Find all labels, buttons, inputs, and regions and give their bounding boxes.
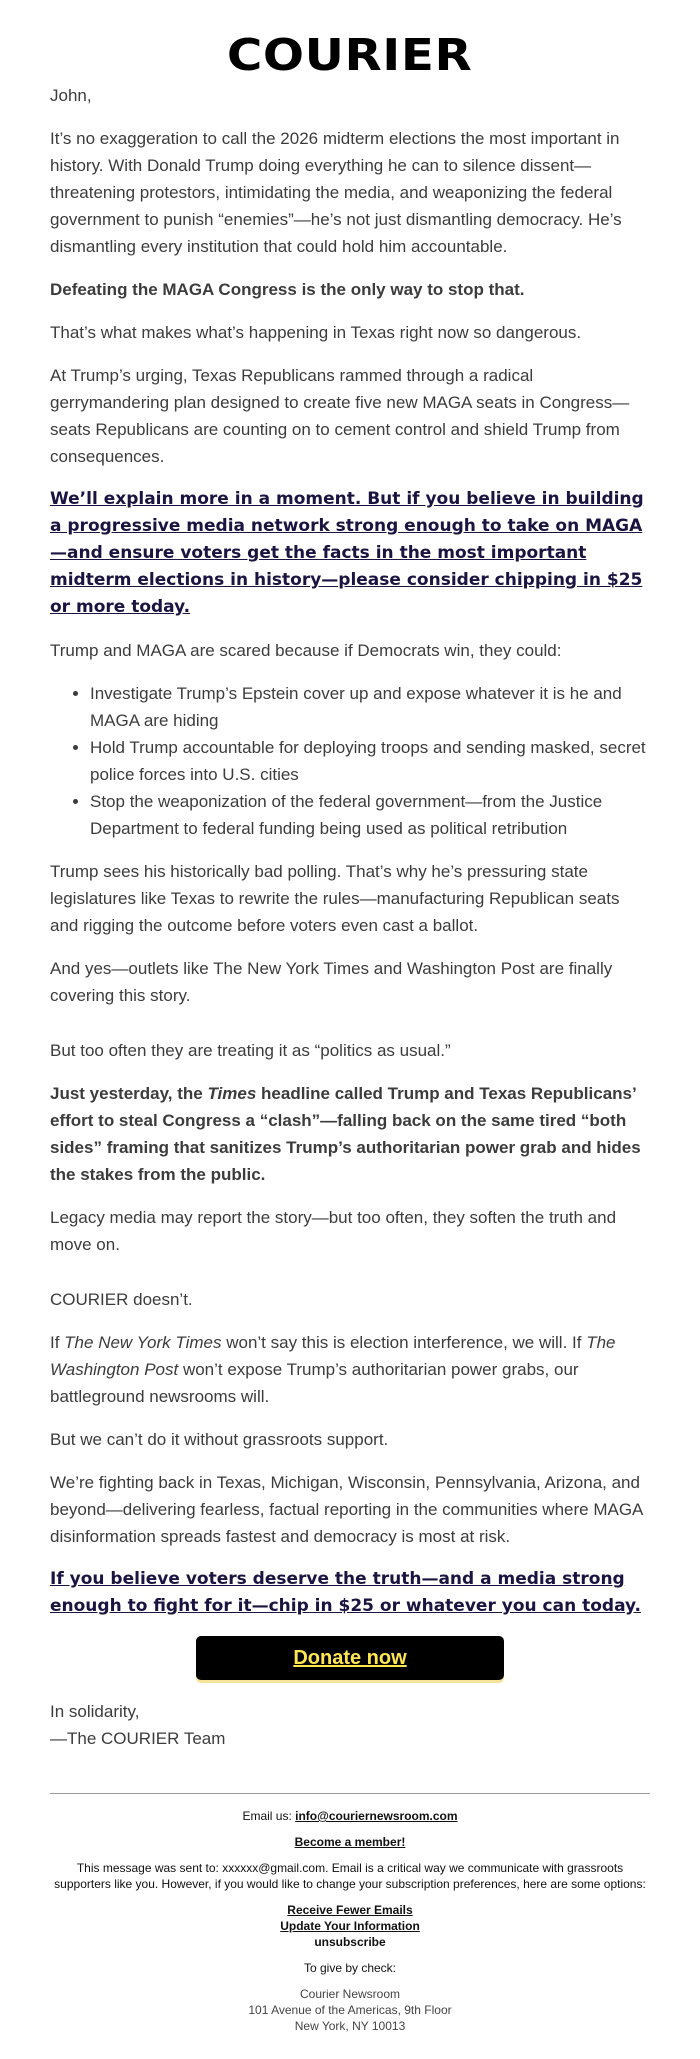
address-line1: 101 Avenue of the Americas, 9th Floor xyxy=(248,2003,452,2017)
update-info-link[interactable]: Update Your Information xyxy=(280,1919,420,1933)
list-item: • Stop the weaponization of the federal government—from the Justice Department to federal funding being used as political retribution xyxy=(90,788,650,842)
text-segment: Just yesterday, the xyxy=(50,1084,208,1103)
paragraph-battleground xyxy=(50,1329,650,1410)
text-segment: won’t say this is election interference, we will. If xyxy=(221,1333,587,1352)
text-segment: won’t expose Trump’s authoritarian power grabs, our battleground newsrooms will. xyxy=(50,1360,579,1406)
become-member-link[interactable]: Become a member! xyxy=(294,1835,406,1849)
donate-link-secondary[interactable]: If you believe voters deserve the truth—and a media strong enough to fight for it—chip in $25 or whatever you can today. xyxy=(50,1569,642,1616)
text-segment: If xyxy=(50,1333,65,1352)
paragraph-gerrymander: At Trump’s urging, Texas Republicans rammed through a radical gerrymandering plan designed to create five new MAGA seats in Congress—seats Republicans are counting on to cement control and shield Trump from consequences. xyxy=(50,366,630,466)
paragraph-texas-danger: That’s what makes what’s happening in Texas right now so dangerous. xyxy=(50,323,582,342)
paragraph-grassroots: But we can’t do it without grassroots support. xyxy=(50,1430,389,1449)
courier-logo xyxy=(50,0,650,80)
email-label: Email us: xyxy=(242,1809,296,1823)
sent-notice: This message was sent to: xxxxxx@gmail.com. Email is a critical way we communicate with grassroots supporters like you. However, if you would like to change your subscription preferences, here are some options: xyxy=(54,1861,646,1891)
footer xyxy=(50,1808,650,2034)
address-line2: New York, NY 10013 xyxy=(294,2019,406,2033)
unsubscribe-link[interactable]: unsubscribe xyxy=(314,1935,386,1949)
times-italic: Times xyxy=(207,1084,257,1103)
text-segment: headline called Trump and Texas Republicans’ effort to steal Congress a “clash”—falling back on the same tired “both sides” framing that sanitizes Trump’s authoritarian power grab and hides the stakes from the public. xyxy=(50,1084,641,1184)
paragraph-courier-doesnt: COURIER doesn’t. xyxy=(50,1290,193,1309)
donate-link-primary[interactable]: We’ll explain more in a moment. But if you believe in building a progressive media network strong enough to take on MAGA—and ensure voters get the facts in the most important midterm elections in history—please consider chipping in $25 or more today. xyxy=(50,489,644,617)
paragraph-politics-as-usual: But too often they are treating it as “politics as usual.” xyxy=(50,1041,451,1060)
paragraph-polling: Trump sees his historically bad polling. That’s why he’s pressuring state legislatures like Texas to rewrite the rules—manufacturing Republican seats and rigging the outcome before voters even cast a ballot. xyxy=(50,862,620,935)
paragraph-defeat-maga: Defeating the MAGA Congress is the only way to stop that. xyxy=(50,280,525,299)
fewer-emails-link[interactable]: Receive Fewer Emails xyxy=(287,1903,413,1917)
logo-text: COURIER xyxy=(227,30,473,81)
email-us-line xyxy=(50,1808,650,1824)
greeting: John, xyxy=(50,86,92,105)
signoff-line2: —The COURIER Team xyxy=(50,1729,226,1748)
nyt-italic: The New York Times xyxy=(64,1333,222,1352)
paragraph-legacy-media: Legacy media may report the story—but too often, they soften the truth and move on. xyxy=(50,1208,617,1254)
paragraph-fighting-back: We’re fighting back in Texas, Michigan, Wisconsin, Pennsylvania, Arizona, and beyond—delivering fearless, factual reporting in the communities where MAGA disinformation spreads fastest and democracy is most at risk. xyxy=(50,1473,643,1546)
donate-button-row xyxy=(50,1636,650,1680)
paragraph-intro: It’s no exaggeration to call the 2026 midterm elections the most important in history. With Donald Trump doing everything he can to silence dissent—threatening protestors, intimidating the media, and weaponizing the federal government to punish “enemies”—he’s not just dismantling democracy. He’s dismantling every institution that could hold him accountable. xyxy=(50,129,622,256)
email-body xyxy=(50,0,650,2034)
donate-now-button[interactable]: Donate now xyxy=(196,1636,504,1680)
list-item: • Hold Trump accountable for deploying troops and sending masked, secret police forces into U.S. cities xyxy=(90,734,650,788)
email-link[interactable]: info@couriernewsroom.com xyxy=(295,1809,458,1823)
signoff xyxy=(50,1698,650,1752)
org-name: Courier Newsroom xyxy=(299,1987,401,2001)
footer-divider xyxy=(50,1793,650,1794)
signoff-line1: In solidarity, xyxy=(50,1702,140,1721)
check-label: To give by check: xyxy=(303,1961,397,1975)
paragraph-outlets: And yes—outlets like The New York Times and Washington Post are finally covering this story. xyxy=(50,959,613,1005)
list-item: • Investigate Trump’s Epstein cover up and expose whatever it is he and MAGA are hiding xyxy=(90,680,650,734)
paragraph-democrats-could: Trump and MAGA are scared because if Democrats win, they could: xyxy=(50,641,562,660)
paragraph-times-headline xyxy=(50,1080,650,1188)
bullet-list xyxy=(50,680,650,842)
wapo-italic: The Washington Post xyxy=(50,1333,616,1379)
